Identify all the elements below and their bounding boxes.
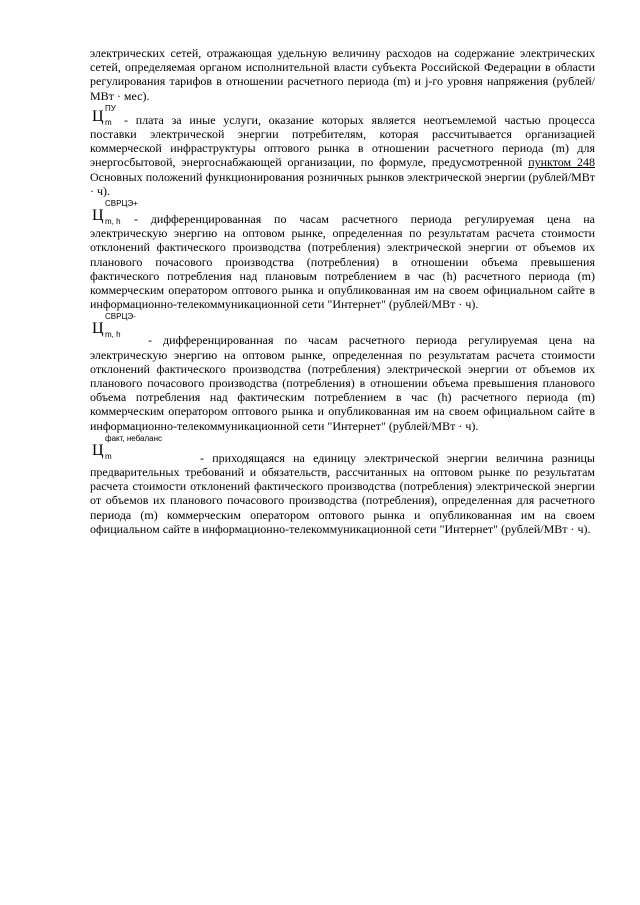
definition-text-b: Основных положений функционирования розничных рынков электрической энергии (рублей/МВт · ч). [90,169,595,198]
definition-text: - приходящаяся на единицу электрической энергии величина разницы предварительных требований и обязательств, рассчитанных на оптовом рынке по результатам расчета стоимости отклонений фактического производства (потребления) электрической энергии от объемов их планового почасового производства (потребления), определенная для расчетного периода (m) коммерческим оператором оптового рынка и опубликованная им на своем официальном сайте в информационно-телекоммуникационной сети "Интернет" (рублей/МВт · ч). [90,450,595,536]
definition-text: - дифференцированная по часам расчетного периода регулируемая цена на электрическую энергию на оптовом рынке, определенная по результатам расчета стоимости отклонений фактического производства (потребления) электрической энергии от объемов их планового почасового производства (потребления) в отношении объема превышения планового объема потребления над фактическим потреблением в час (h) расчетного периода (m) коммерческим оператором оптового рынка и опубликованная им на своем официальном сайте в информационно-телекоммуникационной сети "Интернет" (рублей/МВт · ч). [90,333,595,433]
formula-symbol-svrce-minus [90,313,595,339]
symbol-base: Ц [92,320,104,338]
symbol-superscript: СВРЦЭ+ [105,199,138,209]
symbol-base: Ц [92,107,104,125]
paragraph-network-cost: электрических сетей, отражающая удельную величину расходов на содержание электрических сетей, определяемая органом исполнительной власти субъекта Российской Федерации в области регулирования тарифов в отношении расчетного периода (m) и j-го уровня напряжения (рублей/МВт · мес). [90,46,595,103]
definition-text: - дифференцированная по часам расчетного периода регулируемая цена на электрическую энергию на оптовом рынке, определенная по результатам расчета стоимости отклонений фактического производства (потребления) электрической энергии от объемов их планового почасового производства (потребления) в отношении объема превышения фактического потребления над плановым потреблением в час (h) расчетного периода (m) коммерческим оператором оптового рынка и опубликованная им на своем официальном сайте в информационно-телекоммуникационной сети "Интернет" (рублей/МВт · ч). [90,212,595,312]
symbol-base: Ц [92,207,104,225]
link-point-248[interactable]: пунктом 248 [528,155,596,170]
symbol-subscript: m [105,117,112,127]
symbol-base: Ц [92,441,104,459]
symbol-subscript: m [105,451,112,461]
formula-symbol-svrce-plus [90,200,595,226]
formula-symbol-pu [90,105,595,127]
definition-fact-imbalance [90,435,595,536]
symbol-superscript: СВРЦЭ- [105,312,136,322]
symbol-superscript: ПУ [105,103,116,113]
symbol-subscript: m, h [105,330,121,340]
symbol-subscript: m, h [105,217,121,227]
definition-pu [90,105,595,198]
symbol-superscript: факт, небаланс [105,433,163,443]
definition-text-a: - плата за иные услуги, оказание которых является неотъемлемой частью процесса поставки электрической энергии потребителям, которая рассчитывается организацией коммерческой инфраструктуры оптового рынка в отношении расчетного периода (m) для энергосбытовой, энергоснабжающей организации, по формуле, предусмотренной [90,112,595,170]
document-body [90,46,595,536]
definition-svrce-minus [90,313,595,432]
definition-svrce-plus [90,200,595,311]
formula-symbol-fact-imbalance [90,435,595,461]
